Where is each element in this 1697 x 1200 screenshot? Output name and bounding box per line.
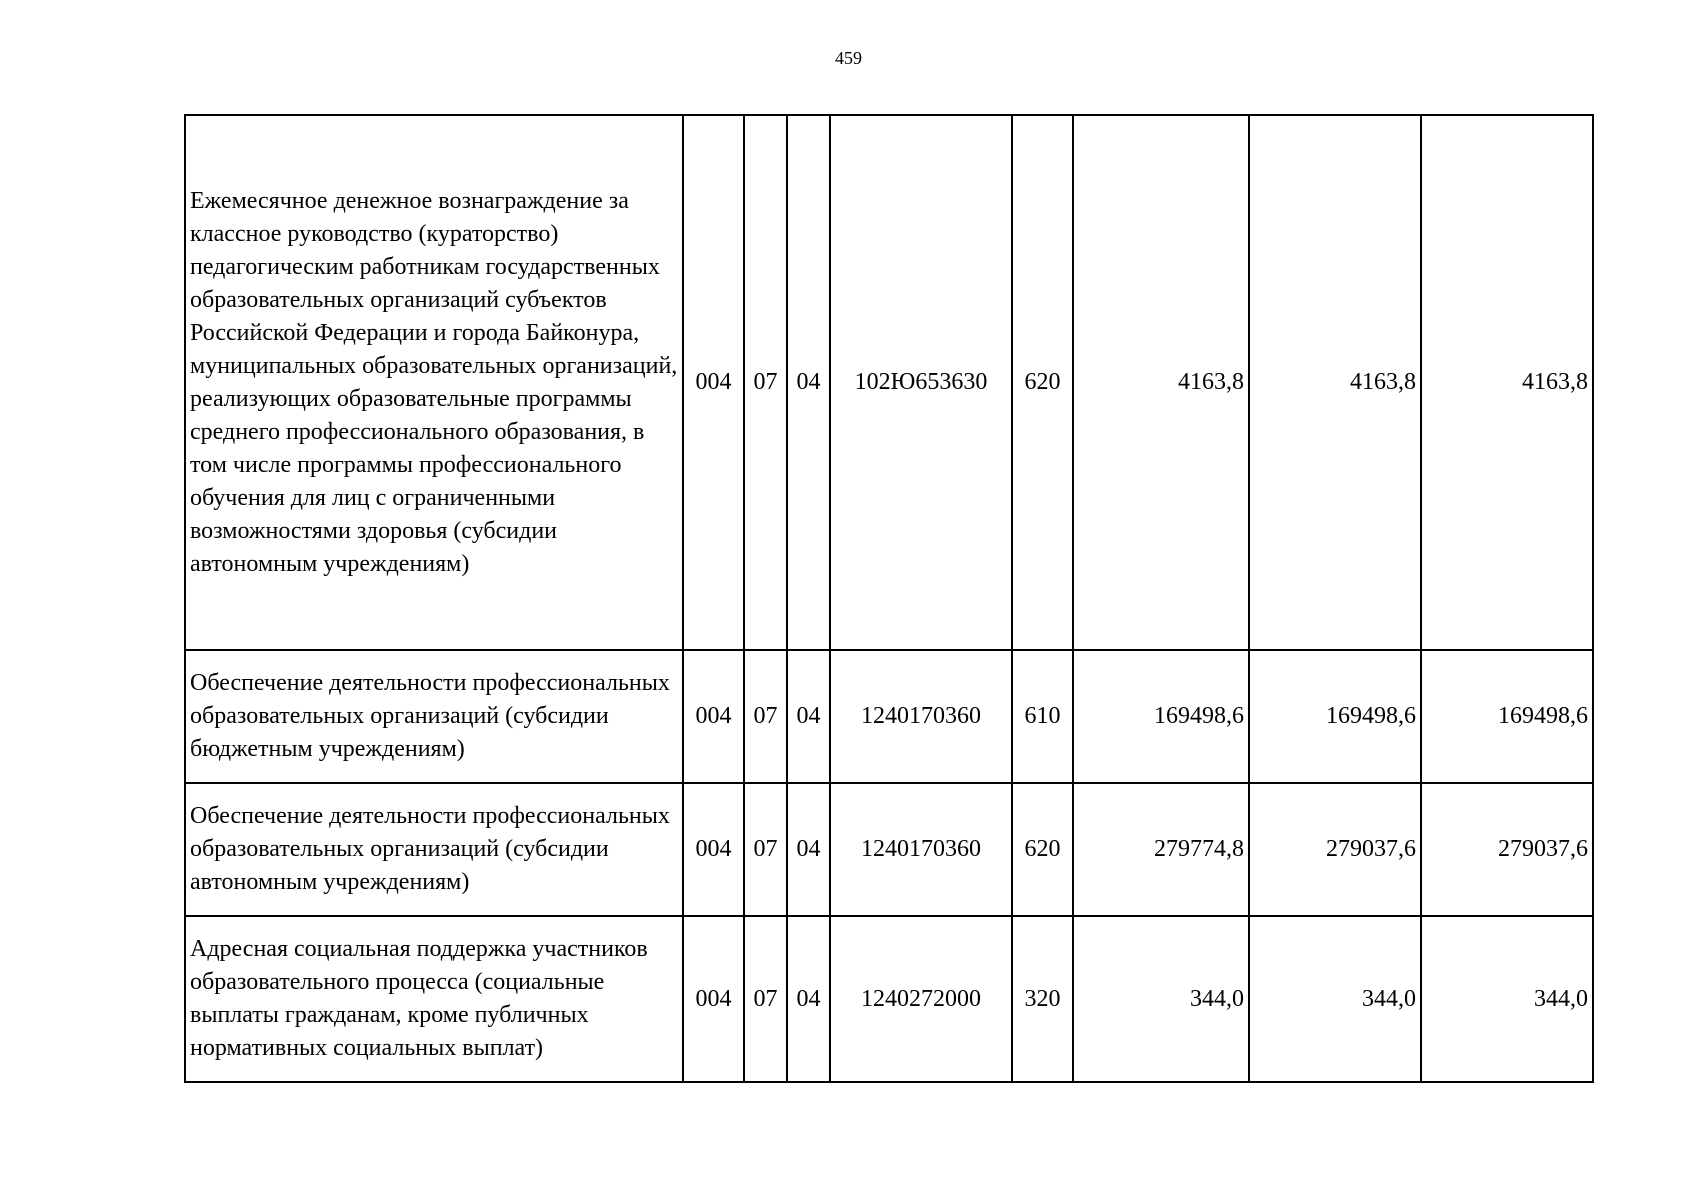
target-article-code: 1240272000 — [830, 916, 1012, 1082]
table-row — [185, 115, 1593, 650]
ministry-code: 004 — [683, 916, 744, 1082]
table-row — [185, 783, 1593, 916]
row-description: Обеспечение деятельности профессиональных образовательных организаций (субсидии автономным учреждениям) — [185, 783, 683, 916]
table-row — [185, 916, 1593, 1082]
expense-type-code: 610 — [1012, 650, 1073, 783]
amount-year-2: 4163,8 — [1249, 115, 1421, 650]
expense-type-code: 320 — [1012, 916, 1073, 1082]
section-code: 07 — [744, 650, 787, 783]
amount-year-2: 169498,6 — [1249, 650, 1421, 783]
subsection-code: 04 — [787, 783, 830, 916]
ministry-code: 004 — [683, 650, 744, 783]
section-code: 07 — [744, 916, 787, 1082]
target-article-code: 1240170360 — [830, 650, 1012, 783]
target-article-code: 102Ю653630 — [830, 115, 1012, 650]
budget-table — [184, 114, 1594, 1083]
expense-type-code: 620 — [1012, 115, 1073, 650]
amount-year-2: 279037,6 — [1249, 783, 1421, 916]
section-code: 07 — [744, 115, 787, 650]
expense-type-code: 620 — [1012, 783, 1073, 916]
row-description: Ежемесячное денежное вознаграждение за классное руководство (кураторство) педагогическим работникам государственных образовательных организаций субъектов Российской Федерации и города Байконура, муниципальных образовательных организаций, реализующих образовательные программы среднего профессионального образования, в том числе программы профессионального обучения для лиц с ограниченными возможностями здоровья (субсидии автономным учреждениям) — [185, 115, 683, 650]
subsection-code: 04 — [787, 115, 830, 650]
amount-year-3: 169498,6 — [1421, 650, 1593, 783]
row-description: Адресная социальная поддержка участников образовательного процесса (социальные выплаты гражданам, кроме публичных нормативных социальных выплат) — [185, 916, 683, 1082]
amount-year-2: 344,0 — [1249, 916, 1421, 1082]
subsection-code: 04 — [787, 916, 830, 1082]
section-code: 07 — [744, 783, 787, 916]
row-description: Обеспечение деятельности профессиональных образовательных организаций (субсидии бюджетным учреждениям) — [185, 650, 683, 783]
ministry-code: 004 — [683, 115, 744, 650]
amount-year-1: 279774,8 — [1073, 783, 1249, 916]
ministry-code: 004 — [683, 783, 744, 916]
page-number: 459 — [835, 48, 862, 68]
amount-year-3: 4163,8 — [1421, 115, 1593, 650]
table-row — [185, 650, 1593, 783]
amount-year-3: 279037,6 — [1421, 783, 1593, 916]
amount-year-1: 4163,8 — [1073, 115, 1249, 650]
subsection-code: 04 — [787, 650, 830, 783]
target-article-code: 1240170360 — [830, 783, 1012, 916]
amount-year-3: 344,0 — [1421, 916, 1593, 1082]
amount-year-1: 344,0 — [1073, 916, 1249, 1082]
amount-year-1: 169498,6 — [1073, 650, 1249, 783]
